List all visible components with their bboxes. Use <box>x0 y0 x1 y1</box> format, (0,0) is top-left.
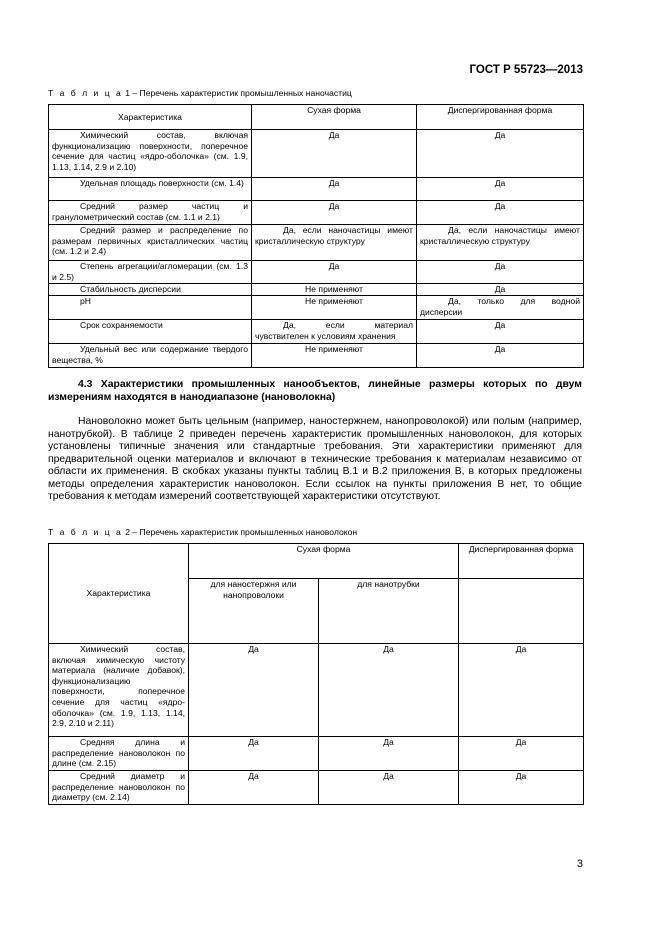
table1-cell-dry: Не применяют <box>252 296 417 320</box>
table1-cell-dispersed: Да <box>417 344 584 368</box>
table1-caption-label: Т а б л и ц а <box>48 88 123 98</box>
table1-cell-characteristic: pH <box>49 296 252 320</box>
table1-header-dry: Сухая форма <box>252 105 417 130</box>
table-row <box>49 284 584 296</box>
table2-cell-rods: Да <box>189 737 319 771</box>
table2-cell-tubes: Да <box>319 771 459 805</box>
table1-cell-dry: Да <box>252 261 417 284</box>
table-row <box>49 737 584 771</box>
table1-cell-characteristic: Химический состав, включая функционализацию поверхности, поперечное сечение для частиц «ядро-оболочка» (см. 1.9, 1.13, 1.14, 2.9 и 2.10) <box>49 130 252 178</box>
table-row <box>49 261 584 284</box>
section-heading: 4.3 Характеристики промышленных нанообъектов, линейные размеры которых по двум измерениям находятся в нанодиапазоне (нановолокна) <box>48 379 582 403</box>
table1-cell-dry: Да <box>252 178 417 201</box>
table1-cell-characteristic: Стабильность дисперсии <box>49 284 252 296</box>
table1-cell-dispersed: Да, только для водной дисперсии <box>417 296 584 320</box>
table-row <box>49 201 584 225</box>
table2-cell-rods: Да <box>189 771 319 805</box>
table-row <box>49 344 584 368</box>
table1-header-row <box>49 105 584 130</box>
table2-subheader-empty <box>459 579 584 644</box>
table1-cell-dispersed: Да <box>417 201 584 225</box>
document-number: ГОСТ Р 55723—2013 <box>469 64 583 76</box>
table1-cell-characteristic: Удельная площадь поверхности (см. 1.4) <box>49 178 252 201</box>
table2-cell-dispersed: Да <box>459 771 584 805</box>
table-row <box>49 644 584 737</box>
table1-cell-dispersed: Да, если наночастицы имеют кристаллическую структуру <box>417 225 584 261</box>
table2-caption-label: Т а б л и ц а <box>48 527 123 537</box>
table-row <box>49 296 584 320</box>
table2-cell-characteristic: Химический состав, включая химическую чистоту материала (наличие добавок), функционализацию поверхности, поперечное сечение для частиц «ядро-оболочка» (см. 1.9, 1.13, 1.14, 2.9, 2.10 и 2.11) <box>49 644 189 737</box>
table2-cell-tubes: Да <box>319 644 459 737</box>
table1-caption-text: 1 – Перечень характеристик промышленных наночастиц <box>125 88 352 98</box>
table-row <box>49 130 584 178</box>
table2-cell-characteristic: Средняя длина и распределение нановолокон по длине (см. 2.15) <box>49 737 189 771</box>
table1-cell-characteristic: Степень агрегации/агломерации (см. 1.3 и 2.5) <box>49 261 252 284</box>
table1-cell-dispersed: Да <box>417 320 584 344</box>
table2-header-row <box>49 544 584 579</box>
table1-cell-dispersed: Да <box>417 261 584 284</box>
table1-cell-dispersed: Да <box>417 130 584 178</box>
table2-subheader-rods: для наностержня или нанопроволоки <box>189 579 319 644</box>
table2-header-dry: Сухая форма <box>189 544 459 579</box>
table1-cell-dry: Да <box>252 130 417 178</box>
table1-cell-dry: Да, если материал чувствителен к условиям хранения <box>252 320 417 344</box>
table1-cell-dispersed: Да <box>417 284 584 296</box>
table-row <box>49 771 584 805</box>
table2-header-characteristic: Характеристика <box>49 544 189 644</box>
table2-cell-dispersed: Да <box>459 644 584 737</box>
table-row <box>49 320 584 344</box>
table1-cell-dry: Не применяют <box>252 284 417 296</box>
table1-cell-characteristic: Средний размер и распределение по размерам первичных кристаллических частиц (см. 1.2 и 2.4) <box>49 225 252 261</box>
table1-cell-characteristic: Средний размер частиц и гранулометрический состав (см. 1.1 и 2.1) <box>49 201 252 225</box>
table1-header-dispersed: Диспергированная форма <box>417 105 584 130</box>
table2-caption <box>48 527 357 537</box>
table2-cell-tubes: Да <box>319 737 459 771</box>
table-row <box>49 178 584 201</box>
table1-cell-dispersed: Да <box>417 178 584 201</box>
table1-cell-dry: Да, если наночастицы имеют кристаллическую структуру <box>252 225 417 261</box>
section-paragraph: Нановолокно может быть цельным (например, наностержнем, нанопроволокой) или полым (например, нанотрубкой). В таблице 2 приведен перечень характеристик промышленных нановолокон, для которых установлены типичные значения или стандартные требования. Эти характеристики применяют для предварительной оценки материалов и включают в технические требования к материалам независимо от области их применения. В скобках указаны пункты таблиц В.1 и В.2 приложения В, в которых предложены методы определения характеристик нановолокон. Если ссылок на пункты приложения В нет, то общие требования к методам измерений соответствующей характеристики отсутствуют. <box>48 416 582 502</box>
table1-cell-characteristic: Удельный вес или содержание твердого вещества, % <box>49 344 252 368</box>
table-row <box>49 225 584 261</box>
table1-header-characteristic: Характеристика <box>49 105 252 130</box>
table2-caption-text: 2 – Перечень характеристик промышленных нановолокон <box>125 527 358 537</box>
table2-subheader-tubes: для нанотрубки <box>319 579 459 644</box>
table2-cell-characteristic: Средний диаметр и распределение нановолокон по диаметру (см. 2.14) <box>49 771 189 805</box>
table1-cell-dry: Да <box>252 201 417 225</box>
table1-caption <box>48 88 352 98</box>
table2-header-dispersed: Диспергированная форма <box>459 544 584 579</box>
table1 <box>48 104 584 368</box>
page-number: 3 <box>576 858 583 870</box>
table2 <box>48 543 584 805</box>
table1-cell-dry: Не применяют <box>252 344 417 368</box>
table2-cell-dispersed: Да <box>459 737 584 771</box>
table1-cell-characteristic: Срок сохраняемости <box>49 320 252 344</box>
table2-cell-rods: Да <box>189 644 319 737</box>
